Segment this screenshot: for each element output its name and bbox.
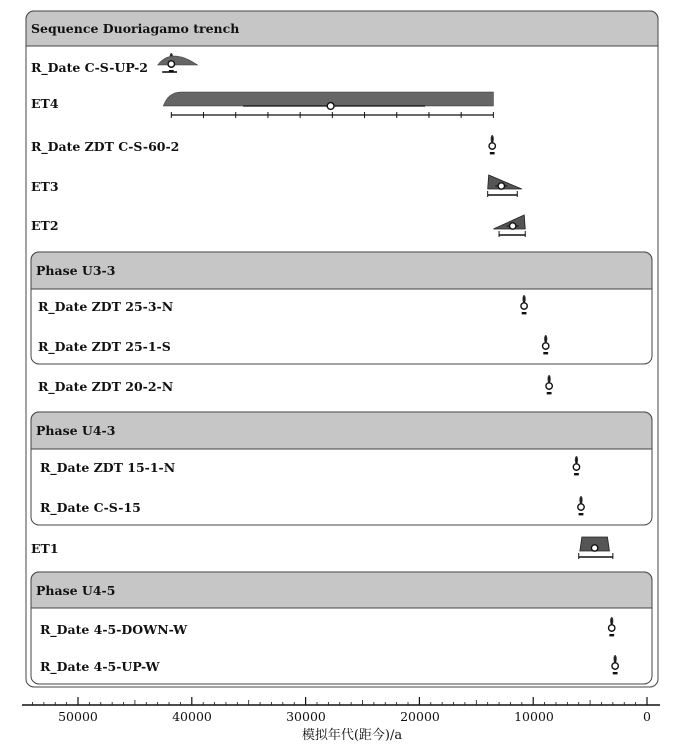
row-label: R_Date ZDT 15-1-N <box>40 460 176 475</box>
phase-header-u3-3 <box>31 252 652 289</box>
tick-label: 10000 <box>514 709 554 724</box>
row-label: R_Date 4-5-DOWN-W <box>40 622 188 637</box>
row-label: ET3 <box>31 179 59 194</box>
row-label: ET2 <box>31 218 59 233</box>
median-marker <box>546 383 552 389</box>
row-label: ET1 <box>31 541 59 556</box>
median-marker <box>498 183 504 189</box>
row-label: R_Date C-S-UP-2 <box>31 60 148 75</box>
x-axis-ticks <box>32 697 647 705</box>
tick-label: 30000 <box>286 709 326 724</box>
median-marker <box>327 103 334 110</box>
sequence-title: Sequence Duoriagamo trench <box>31 21 240 36</box>
phase-header-u4-5 <box>31 572 652 608</box>
tick-label: 20000 <box>400 709 440 724</box>
range-bar <box>547 392 552 394</box>
row-label: R_Date ZDT 25-3-N <box>38 299 174 314</box>
row-label: R_Date C-S-15 <box>40 500 141 515</box>
range-bar <box>613 672 618 674</box>
range-bar <box>609 634 614 636</box>
median-marker <box>489 143 495 149</box>
median-marker <box>543 343 549 349</box>
range-bar <box>490 152 495 154</box>
median-marker <box>591 545 597 551</box>
range-bar <box>579 513 584 515</box>
phase-header-u4-3 <box>31 412 652 449</box>
phase-label-u4-5: Phase U4-5 <box>36 583 116 598</box>
median-marker <box>612 663 618 669</box>
median-marker <box>609 625 615 631</box>
phase-label-u4-3: Phase U4-3 <box>36 423 116 438</box>
range-bar <box>543 352 548 354</box>
range-bar <box>574 473 579 475</box>
tick-label: 40000 <box>172 709 212 724</box>
median-marker <box>578 504 584 510</box>
median-marker <box>573 464 579 470</box>
row-label: R_Date ZDT 20-2-N <box>38 379 174 394</box>
tick-label: 0 <box>643 709 651 724</box>
phase-label-u3-3: Phase U3-3 <box>36 263 116 278</box>
row-label: R_Date ZDT 25-1-S <box>38 339 171 354</box>
row-label: ET4 <box>31 96 59 111</box>
median-marker <box>510 223 516 229</box>
x-axis-title: 模拟年代(距今)/a <box>301 728 403 743</box>
range-bar <box>522 312 527 314</box>
row-label: R_Date ZDT C-S-60-2 <box>31 139 180 154</box>
tick-label: 50000 <box>58 709 98 724</box>
row-label: R_Date 4-5-UP-W <box>40 659 160 674</box>
median-marker <box>521 303 527 309</box>
median-marker <box>168 61 174 67</box>
